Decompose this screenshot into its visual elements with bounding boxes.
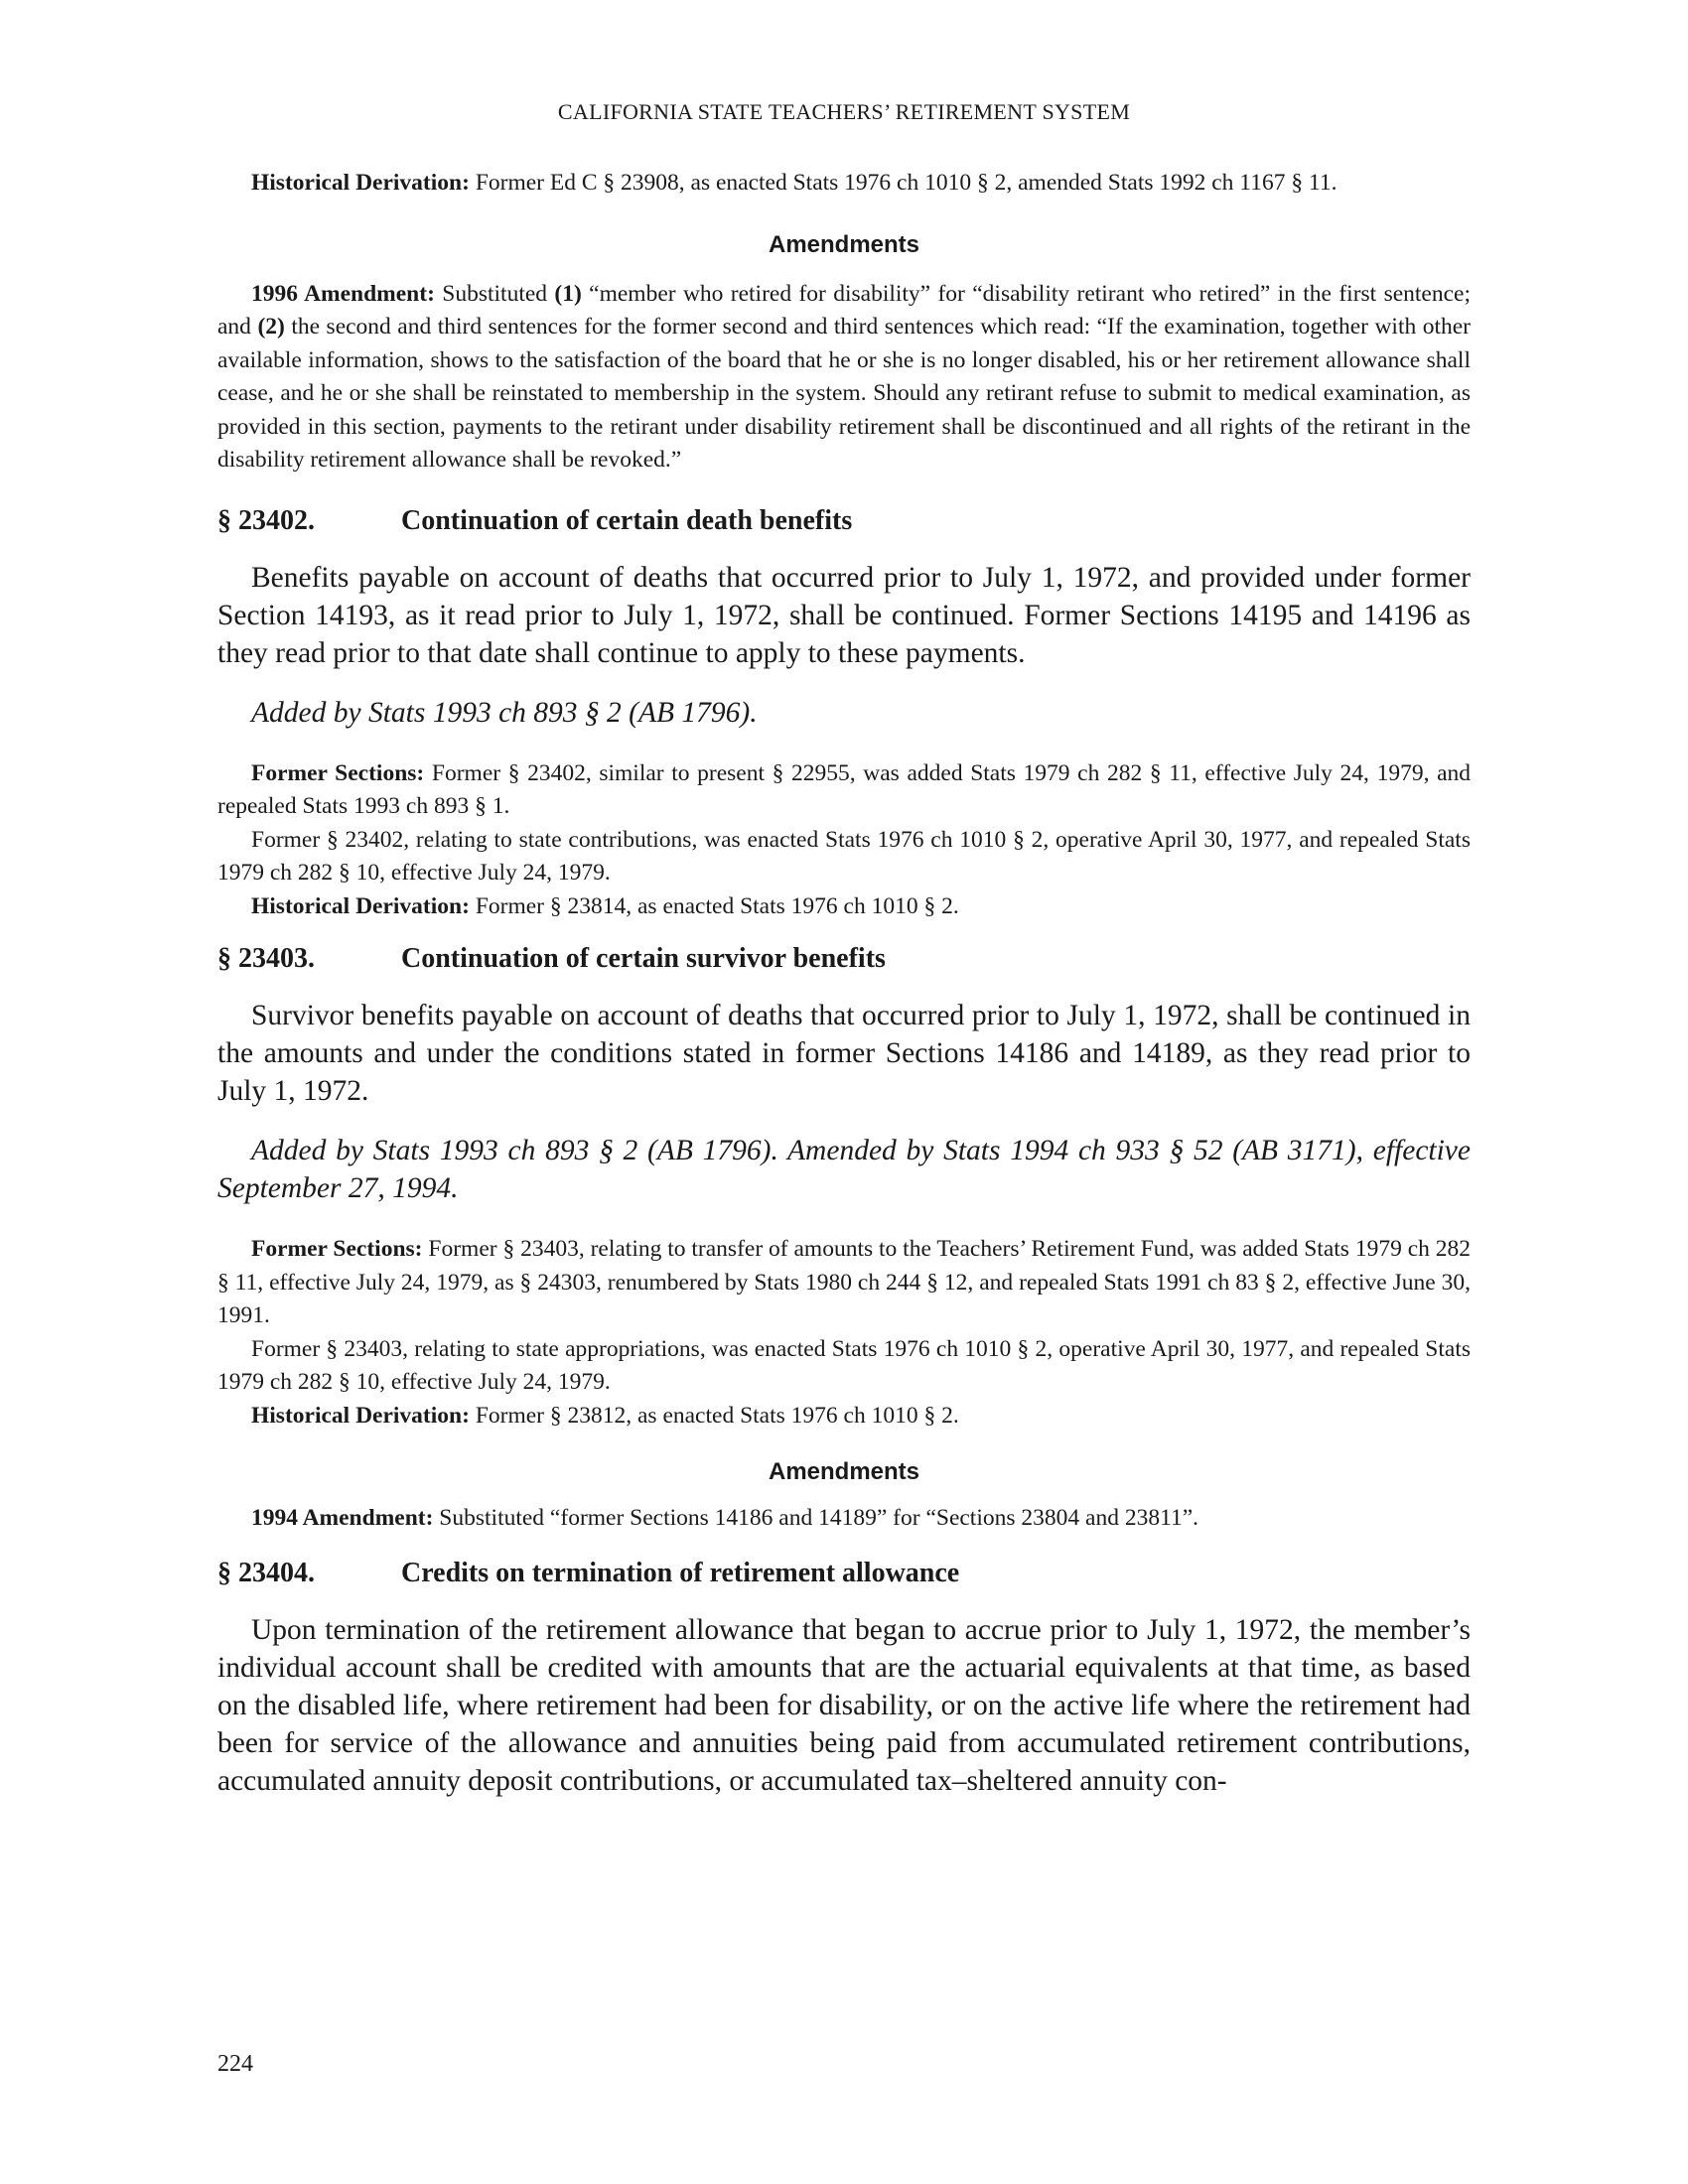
section-body-23404: Upon termination of the retirement allowance that began to accrue prior to July 1, 1972, the member’s individual account shall be credited with amounts that are the actuarial equivalents at that time, as based on the disabled life, where retirement had been for disability, or on the active life where the retirement had been for service of the allowance and annuities being paid from accumulated retirement contributions, accumulated annuity deposit contributions, or accumulated tax–sheltered annuity con- xyxy=(217,1613,1471,1797)
section-history-23402: Added by Stats 1993 ch 893 § 2 (AB 1796). xyxy=(251,696,758,729)
note-label: 1994 Amendment: xyxy=(251,1505,434,1531)
running-head: CALIFORNIA STATE TEACHERS’ RETIREMENT SYSTEM xyxy=(557,99,1131,124)
former-sections-note-23402-2: Former § 23402, relating to state contributions, was enacted Stats 1976 ch 1010 § 2, operative April 30, 1977, and repealed Stats 1979 ch 282 § 10, effective July 24, 1979. xyxy=(217,826,1471,886)
amendment-1996-note xyxy=(217,278,1471,478)
historical-derivation-note-23402 xyxy=(217,890,1471,924)
section-title: Continuation of certain survivor benefits xyxy=(401,943,886,974)
section-number: § 23403. xyxy=(217,943,315,974)
amendments-heading: Amendments xyxy=(768,1458,920,1485)
enum-marker: (2) xyxy=(257,314,285,340)
section-body-23403: Survivor benefits payable on account of deaths that occurred prior to July 1, 1972, shall be continued in the amounts and under the conditions stated in former Sections 14186 and 14189, as they read prior to July 1, 1972. xyxy=(217,1000,1471,1107)
note-text: Substituted xyxy=(434,280,555,307)
amendment-1994-note xyxy=(217,1502,1471,1536)
note-text: Former § 23403, relating to transfer of amounts to the Teachers’ Retirement Fund, was added Stats 1979 ch 282 § 11, effective July 24, 1979, as § 24303, renumbered by Stats 1980 ch 244 § 12, and repealed Stats 1991 ch 83 § 2, effective June 30, 1991. xyxy=(217,1236,1472,1328)
enum-marker: (1) xyxy=(554,280,582,307)
section-number: § 23402. xyxy=(217,504,315,536)
note-text: Former § 23402, similar to present § 22955, was added Stats 1979 ch 282 § 11, effective July 24, 1979, and repealed Stats 1993 ch 893 § 1. xyxy=(217,759,1472,819)
note-text: “member who retired for disability” for “disability retirant who retired” in the first sentence; and xyxy=(217,280,1471,340)
former-sections-note-23402 xyxy=(217,757,1471,824)
section-title: Continuation of certain death benefits xyxy=(401,504,853,536)
section-heading-23403 xyxy=(217,943,1471,975)
former-sections-note-23403 xyxy=(217,1233,1471,1333)
note-text: Substituted “former Sections 14186 and 14189” for “Sections 23804 and 23811”. xyxy=(433,1505,1198,1531)
section-heading-23402 xyxy=(217,505,1471,537)
note-label: Historical Derivation: xyxy=(251,170,470,196)
note-text: Former Ed C § 23908, as enacted Stats 1976 ch 1010 § 2, amended Stats 1992 ch 1167 § 11. xyxy=(469,170,1337,196)
note-label: Historical Derivation: xyxy=(251,892,470,919)
note-text: Former § 23812, as enacted Stats 1976 ch 1010 § 2. xyxy=(469,1402,959,1429)
section-number: § 23404. xyxy=(217,1557,315,1588)
historical-derivation-note xyxy=(217,167,1471,201)
section-body-23402: Benefits payable on account of deaths that occurred prior to July 1, 1972, and provided under former Section 14193, as it read prior to July 1, 1972, shall be continued. Former Sections 14195 and 14196 as they read prior to that date shall continue to apply to these payments. xyxy=(217,561,1471,669)
note-label: Former Sections: xyxy=(251,759,425,786)
historical-derivation-note-23403 xyxy=(217,1400,1471,1433)
note-label: 1996 Amendment: xyxy=(251,280,435,307)
section-history-23403: Added by Stats 1993 ch 893 § 2 (AB 1796). Amended by Stats 1994 ch 933 § 52 (AB 3171), effective September 27, 1994. xyxy=(217,1135,1471,1204)
section-heading-23404 xyxy=(217,1558,1471,1589)
note-label: Historical Derivation: xyxy=(251,1402,470,1429)
page-content xyxy=(217,167,1471,1800)
page-number: 224 xyxy=(217,2051,253,2077)
amendments-heading: Amendments xyxy=(768,230,920,258)
section-title: Credits on termination of retirement allowance xyxy=(401,1557,960,1588)
note-text: the second and third sentences for the former second and third sentences which read: “If the examination, together with other available information, shows to the satisfaction of the board that he or she is no longer disabled, his or her retirement allowance shall cease, and he or she shall be reinstated to membership in the system. Should any retirant refuse to submit to medical examination, as provided in this section, payments to the retirant under disability retirement shall be discontinued and all rights of the retirant in the disability retirement allowance shall be revoked.” xyxy=(217,314,1471,473)
note-text: Former § 23814, as enacted Stats 1976 ch 1010 § 2. xyxy=(469,892,959,919)
note-label: Former Sections: xyxy=(251,1236,423,1262)
former-sections-note-23403-2: Former § 23403, relating to state appropriations, was enacted Stats 1976 ch 1010 § 2, operative April 30, 1977, and repealed Stats 1979 ch 282 § 10, effective July 24, 1979. xyxy=(217,1335,1471,1395)
